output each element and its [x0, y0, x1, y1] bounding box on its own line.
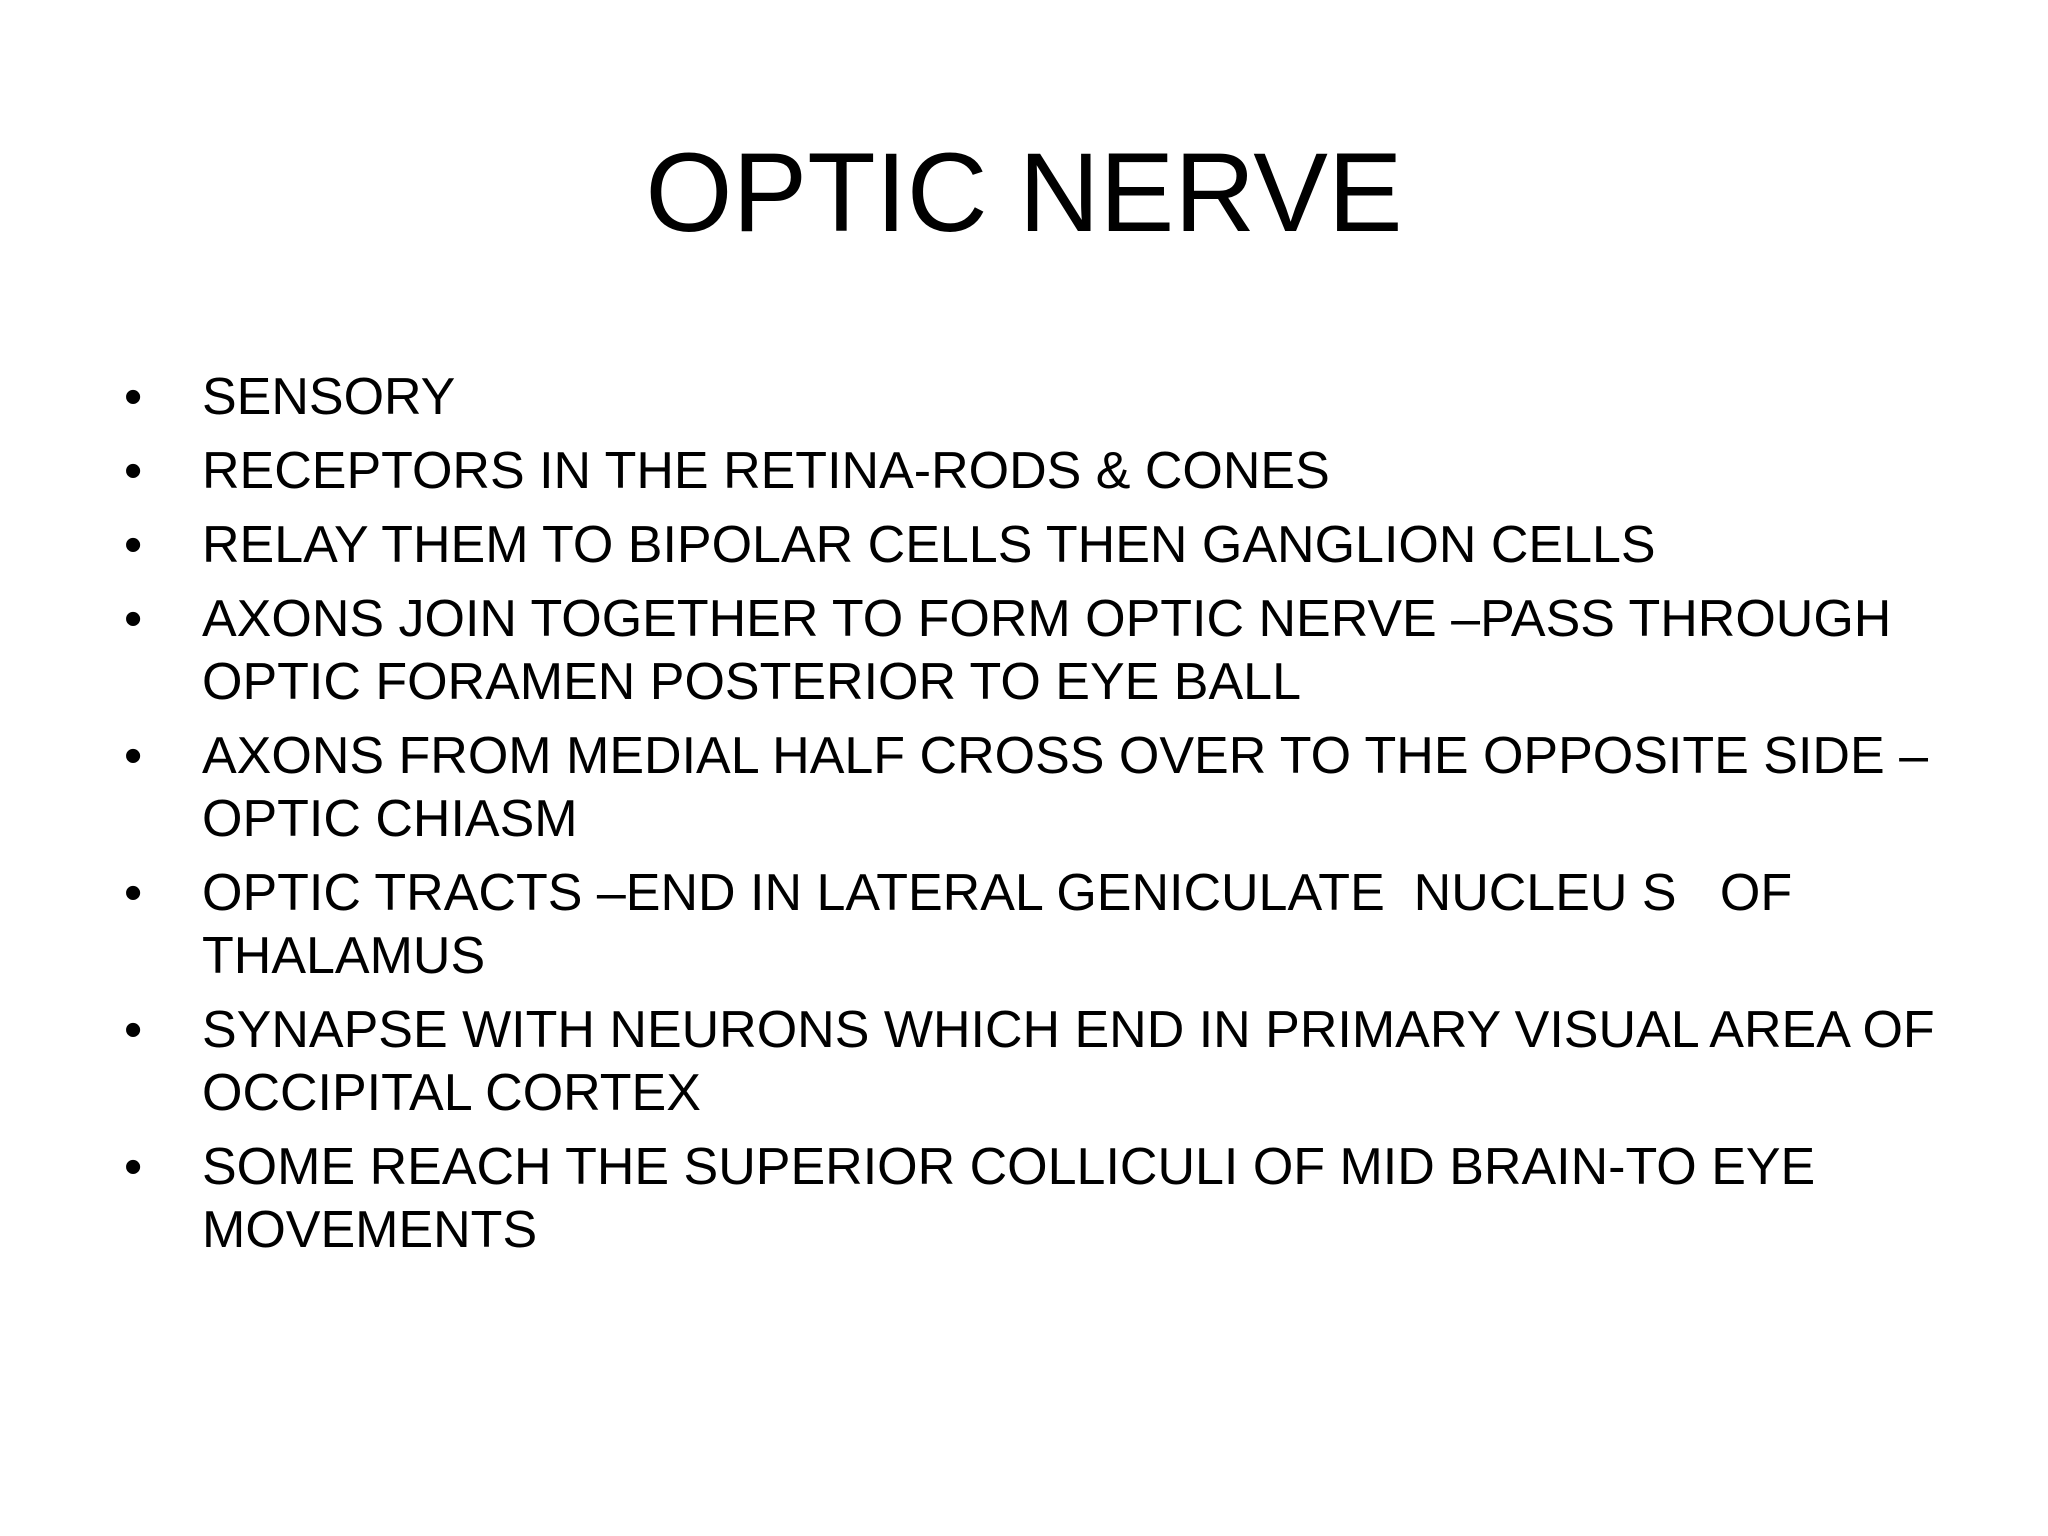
bullet-icon: • [124, 1001, 143, 1059]
list-item [118, 514, 1978, 577]
bullet-text: SENSORY [202, 368, 456, 426]
bullet-text: AXONS FROM MEDIAL HALF CROSS OVER TO THE OPPOSITE SIDE – OPTIC CHIASM [202, 727, 1943, 848]
list-item [118, 862, 1978, 988]
bullet-icon: • [124, 368, 143, 426]
bullet-icon: • [124, 442, 143, 500]
bullet-text: AXONS JOIN TOGETHER TO FORM OPTIC NERVE –PASS THROUGH OPTIC FORAMEN POSTERIOR TO EYE BALL [202, 590, 1906, 711]
bullet-icon: • [124, 864, 143, 922]
bullet-list [118, 366, 1978, 1273]
bullet-text: OPTIC TRACTS –END IN LATERAL GENICULATE NUCLEU S OF THALAMUS [202, 864, 1806, 985]
list-item [118, 1136, 1978, 1262]
list-item [118, 366, 1978, 429]
bullet-icon: • [124, 727, 143, 785]
bullet-text: SOME REACH THE SUPERIOR COLLICULI OF MID BRAIN-TO EYE MOVEMENTS [202, 1138, 1830, 1259]
list-item [118, 588, 1978, 714]
list-item [118, 999, 1978, 1125]
bullet-text: SYNAPSE WITH NEURONS WHICH END IN PRIMARY VISUAL AREA OF OCCIPITAL CORTEX [202, 1001, 1950, 1122]
list-item [118, 725, 1978, 851]
bullet-icon: • [124, 1138, 143, 1196]
list-item [118, 440, 1978, 503]
bullet-text: RELAY THEM TO BIPOLAR CELLS THEN GANGLION CELLS [202, 516, 1656, 574]
bullet-text: RECEPTORS IN THE RETINA-RODS & CONES [202, 442, 1330, 500]
slide-title: OPTIC NERVE [645, 130, 1403, 255]
bullet-icon: • [124, 516, 143, 574]
bullet-icon: • [124, 590, 143, 648]
